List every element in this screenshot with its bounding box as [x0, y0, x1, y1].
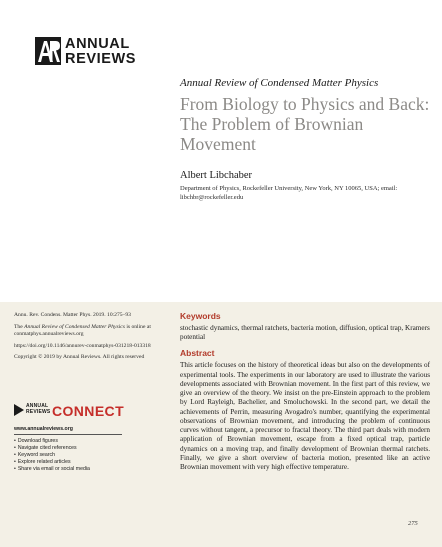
- connect-item-share: • Share via email or social media: [14, 466, 154, 473]
- abstract-text: This article focuses on the history of theoretical ideas but also on the developments of experimental tools. The experiments in our laboratory are used to illustrate the various developments associated with Brownian movement. In the first part of this review, we give an overview of the theory. We insist on the pre-Einstein approach to the problem by Lord Rayleigh, Bachelier, and Smoluchowski. In the second part, we detail the achievements of Perrin, measuring Avogadro's number, quantifying the experimental observations of Brownian movement, and introducing the problem of continuous curves without tangent, a precursor to fractal theory. The third part deals with modern application of Brownian movement, escape from a fixed optical trap, particle dynamics on a moving trap, and finally development of Brownian thermal ratchets. Finally, we give a short overview of bacteria motion, presented like an active Brownian movement with very high effective temperature.: [180, 361, 430, 472]
- connect-small-line-1: ANNUAL: [26, 403, 49, 409]
- keywords-text: stochastic dynamics, thermal ratchets, bacteria motion, diffusion, optical trap, Kramers potential: [180, 324, 430, 342]
- main-column: [180, 311, 430, 472]
- author-name: Albert Libchaber: [180, 170, 253, 181]
- ar-logo-mark-icon: [35, 37, 61, 65]
- page-number: 275: [408, 520, 418, 527]
- connect-url[interactable]: www.annualreviews.org: [14, 426, 73, 432]
- connect-small-text: [26, 404, 50, 415]
- abstract-heading: Abstract: [180, 348, 215, 359]
- online-pre: The: [14, 323, 25, 330]
- online-post: is online at conmatphys.annualreviews.org: [14, 323, 151, 337]
- logo-line-2: REVIEWS: [65, 50, 137, 67]
- connect-item-keyword-search: • Keyword search: [14, 452, 154, 459]
- connect-item-related-articles: • Explore related articles: [14, 459, 154, 466]
- copyright-text: Copyright © 2019 by Annual Reviews. All rights reserved: [14, 354, 145, 361]
- journal-name: Annual Review of Condensed Matter Physics: [180, 77, 379, 89]
- connect-item-download-figures: • Download figures: [14, 438, 154, 445]
- keywords-heading: Keywords: [180, 311, 221, 321]
- doi-link[interactable]: https://doi.org/10.1146/annurev-conmatphys-031218-013318: [14, 342, 151, 349]
- connect-logo: [14, 402, 154, 424]
- author-affiliation: Department of Physics, Rockefeller University, New York, NY 10065, USA; email: libchbr@rockefeller.edu: [180, 185, 398, 201]
- annual-reviews-logo: [35, 37, 150, 67]
- logo-wordmark: [65, 37, 136, 66]
- connect-item-cited-references: • Navigate cited references: [14, 445, 154, 452]
- citation-text: Annu. Rev. Condens. Matter Phys. 2019. 10:275–93: [14, 312, 131, 318]
- logo-line-1: ANNUAL: [65, 36, 130, 52]
- connect-small-line-2: REVIEWS: [26, 408, 51, 415]
- article-title: From Biology to Physics and Back: The Problem of Brownian Movement: [180, 94, 430, 154]
- online-journal: Annual Review of Condensed Matter Physics: [24, 323, 125, 330]
- connect-divider: [14, 434, 122, 435]
- online-statement: [14, 324, 164, 338]
- citation-sidebar: [14, 312, 164, 366]
- connect-title: CONNECT: [52, 403, 125, 419]
- connect-arrow-icon: [14, 404, 24, 416]
- annual-reviews-connect: [14, 402, 154, 473]
- connect-feature-list: [14, 438, 154, 473]
